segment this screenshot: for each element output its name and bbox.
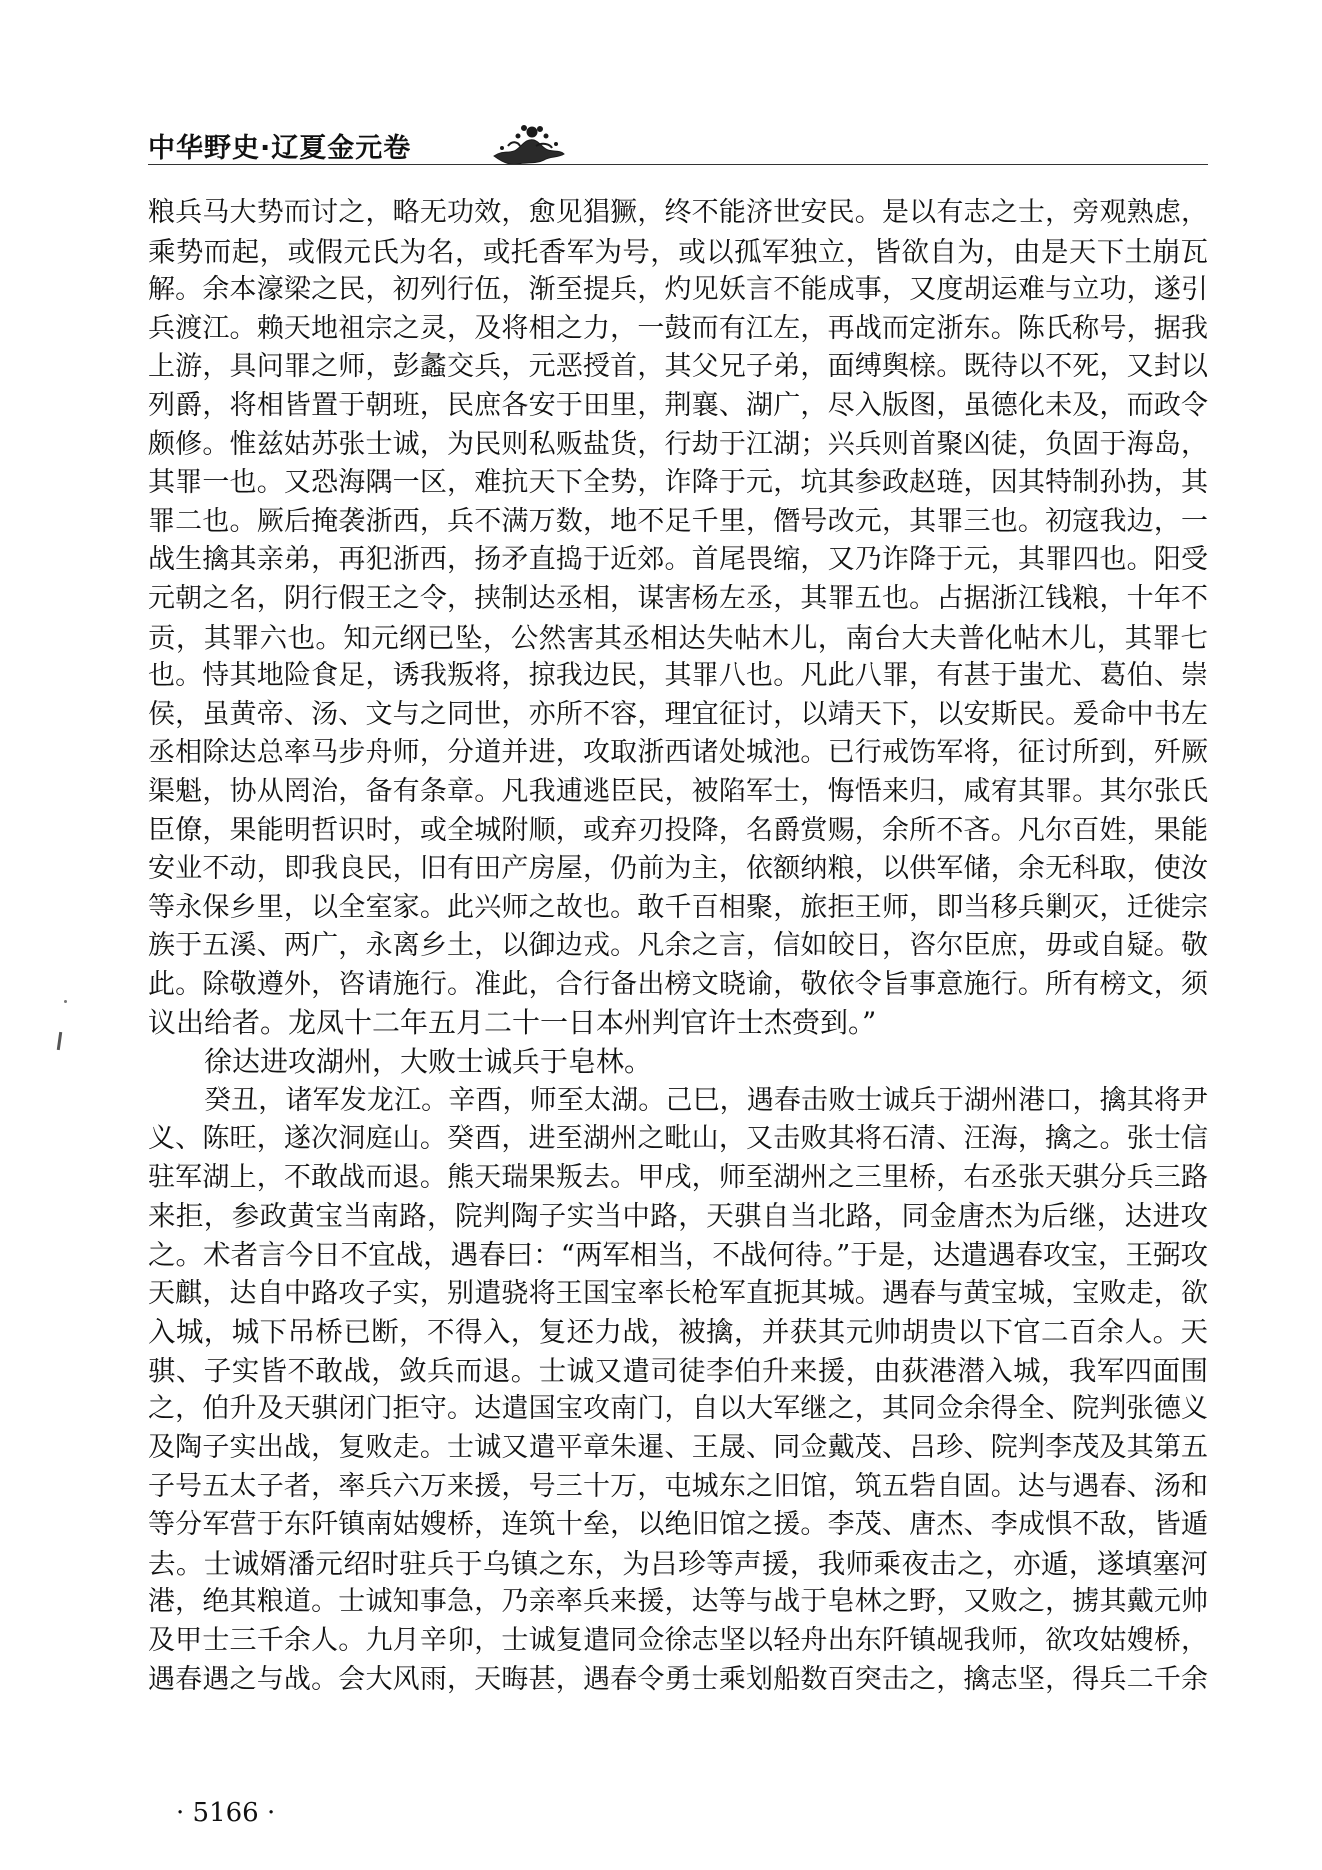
- text-line: 兵渡江。赖天地祖宗之灵，及将相之力，一鼓而有江左，再战而定浙东。陈氏称号，据我: [148, 312, 1208, 344]
- text-line: 及甲士三千余人。九月辛卯，士诚复遣同佥徐志坚以轻舟出东阡镇觇我师，欲攻姑嫂桥，: [148, 1624, 1208, 1656]
- text-line: 天麒，达自中路攻子实，别遣骁将王国宝率长枪军直扼其城。遇春与黄宝城，宝败走，欲: [148, 1277, 1208, 1309]
- margin-mark: [57, 1032, 62, 1050]
- header-divider: [148, 164, 1208, 165]
- text-line: 战生擒其亲弟，再犯浙西，扬矛直捣于近郊。首尾畏缩，又乃诈降于元，其罪四也。阳受: [148, 544, 1208, 576]
- text-line: 港，绝其粮道。士诚知事急，乃亲率兵来援，达等与战于皂林之野，又败之，掳其戴元帅: [148, 1586, 1208, 1618]
- text-line: 义、陈旺，遂次洞庭山。癸酉，进至湖州之毗山，又击败其将石清、汪海，擒之。张士信: [148, 1123, 1208, 1155]
- header-title: 中华野史·辽夏金元卷: [148, 133, 412, 164]
- text-line: 之，伯升及天骐闭门拒守。达遣国宝攻南门，自以大军继之，其同佥余得全、院判张德义: [148, 1393, 1208, 1425]
- text-line: 议出给者。龙凤十二年五月二十一日本州判官许士杰赍到。”: [148, 1006, 877, 1040]
- text-line: 也。恃其地险食足，诱我叛将，掠我边民，其罪八也。凡此八罪，有甚于蚩尤、葛伯、崇: [148, 660, 1208, 692]
- text-line: 解。余本濠梁之民，初列行伍，渐至提兵，灼见妖言不能成事，又度胡运难与立功，遂引: [148, 274, 1208, 306]
- text-line: 等永保乡里，以全室家。此兴师之故也。敢千百相聚，旅拒王师，即当移兵剿灭，迁徙宗: [148, 891, 1208, 923]
- text-line: 颇修。惟兹姑苏张士诚，为民则私贩盐货，行劫于江湖；兴兵则首聚凶徒，负固于海岛，: [148, 428, 1208, 460]
- text-line: 癸丑，诸军发龙江。辛酉，师至太湖。己巳，遇春击败士诚兵于湖州港口，擒其将尹: [204, 1084, 1208, 1116]
- text-line: 入城，城下吊桥已断，不得入，复还力战，被擒，并获其元帅胡贵以下官二百余人。天: [148, 1316, 1208, 1349]
- text-line: 元朝之名，阴行假王之令，挟制达丞相，谋害杨左丞，其罪五也。占据浙江钱粮，十年不: [148, 582, 1208, 614]
- text-line: 及陶子实出战，复败走。士诚又遣平章朱暹、王晟、同佥戴茂、吕珍、院判李茂及其第五: [148, 1432, 1208, 1463]
- text-line: 骐、子实皆不敢战，敛兵而退。士诚又遣司徒李伯升来援，由荻港潜入城，我军四面围: [148, 1354, 1208, 1387]
- text-line: 乘势而起，或假元氏为名，或托香军为号，或以孤军独立，皆欲自为，由是天下土崩瓦: [148, 235, 1208, 268]
- text-line: 族于五溪、两广，永离乡土，以御边戎。凡余之言，信如皎日，咨尔臣庶，毋或自疑。敬: [148, 930, 1208, 962]
- text-line: 臣僚，果能明哲识时，或全城附顺，或弃刃投降，名爵赏赐，余所不吝。凡尔百姓，果能: [148, 814, 1208, 846]
- page-number: · 5166 ·: [176, 1798, 276, 1828]
- text-line: 遇春遇之与战。会大风雨，天晦甚，遇春令勇士乘划船数百突击之，擒志坚，得兵二千余: [148, 1663, 1208, 1695]
- text-line: 丞相除达总率马步舟师，分道并进，攻取浙西诸处城池。已行戒饬军将，征讨所到，歼厥: [148, 737, 1208, 769]
- text-line: 此。除敬遵外，咨请施行。准此，合行备出榜文晓谕，敬依令旨事意施行。所有榜文，须: [148, 968, 1208, 1000]
- text-line: 上游，具问罪之师，彭蠡交兵，元恶授首，其父兄子弟，面缚舆榇。既待以不死，又封以: [148, 351, 1208, 383]
- text-line: 子号五太子者，率兵六万来援，号三十万，屯城东之旧馆，筑五砦自固。达与遇春、汤和: [148, 1470, 1208, 1502]
- running-header: [148, 120, 1208, 180]
- margin-speck: [64, 1000, 67, 1003]
- section-heading: 徐达进攻湖州，大败士诚兵于皂林。: [204, 1045, 653, 1079]
- text-line: 其罪一也。又恐海隅一区，难抗天下全势，诈降于元，坑其参政赵琏，因其特制孙㧑，其: [148, 467, 1208, 499]
- text-line: 等分军营于东阡镇南姑嫂桥，连筑十垒，以绝旧馆之援。李茂、唐杰、李成惧不敌，皆遁: [148, 1509, 1208, 1541]
- text-line: 去。士诚婿潘元绍时驻兵于乌镇之东，为吕珍等声援，我师乘夜击之，亦遁，遂填塞河: [148, 1547, 1208, 1580]
- text-line: 贡，其罪六也。知元纲已坠，公然害其丞相达失帖木儿，南台大夫普化帖木儿，其罪七: [148, 621, 1208, 654]
- main-text: [148, 194, 1208, 1699]
- text-line: 之。术者言今日不宜战，遇春曰：“两军相当，不战何待。”于是，达遣遇春攻宝，王弼攻: [148, 1239, 1208, 1272]
- text-line: 渠魁，协从罔治，备有条章。凡我逋逃臣民，被陷军士，悔悟来归，咸宥其罪。其尔张氏: [148, 775, 1208, 807]
- text-line: 列爵，将相皆置于朝班，民庶各安于田里，荆襄、湖广，尽入版图，虽德化未及，而政令: [148, 389, 1208, 421]
- text-line: 驻军湖上，不敢战而退。熊天瑞果叛去。甲戌，师至湖州之三里桥，右丞张天骐分兵三路: [148, 1161, 1208, 1193]
- text-line: 罪二也。厥后掩袭浙西，兵不满万数，地不足千里，僭号改元，其罪三也。初寇我边，一: [148, 505, 1208, 537]
- text-line: 粮兵马大势而讨之，略无功效，愈见猖獗，终不能济世安民。是以有志之士，旁观熟虑，: [148, 197, 1208, 228]
- text-line: 安业不动，即我良民，旧有田产房屋，仍前为主，依额纳粮，以供军储，余无科取，使汝: [148, 853, 1208, 885]
- text-line: 来拒，参政黄宝当南路，院判陶子实当中路，天骐自当北路，同金唐杰为后继，达进攻: [148, 1200, 1208, 1233]
- text-line: 侯，虽黄帝、汤、文与之同世，亦所不容，理宜征讨，以靖天下，以安斯民。爰命中书左: [148, 698, 1208, 730]
